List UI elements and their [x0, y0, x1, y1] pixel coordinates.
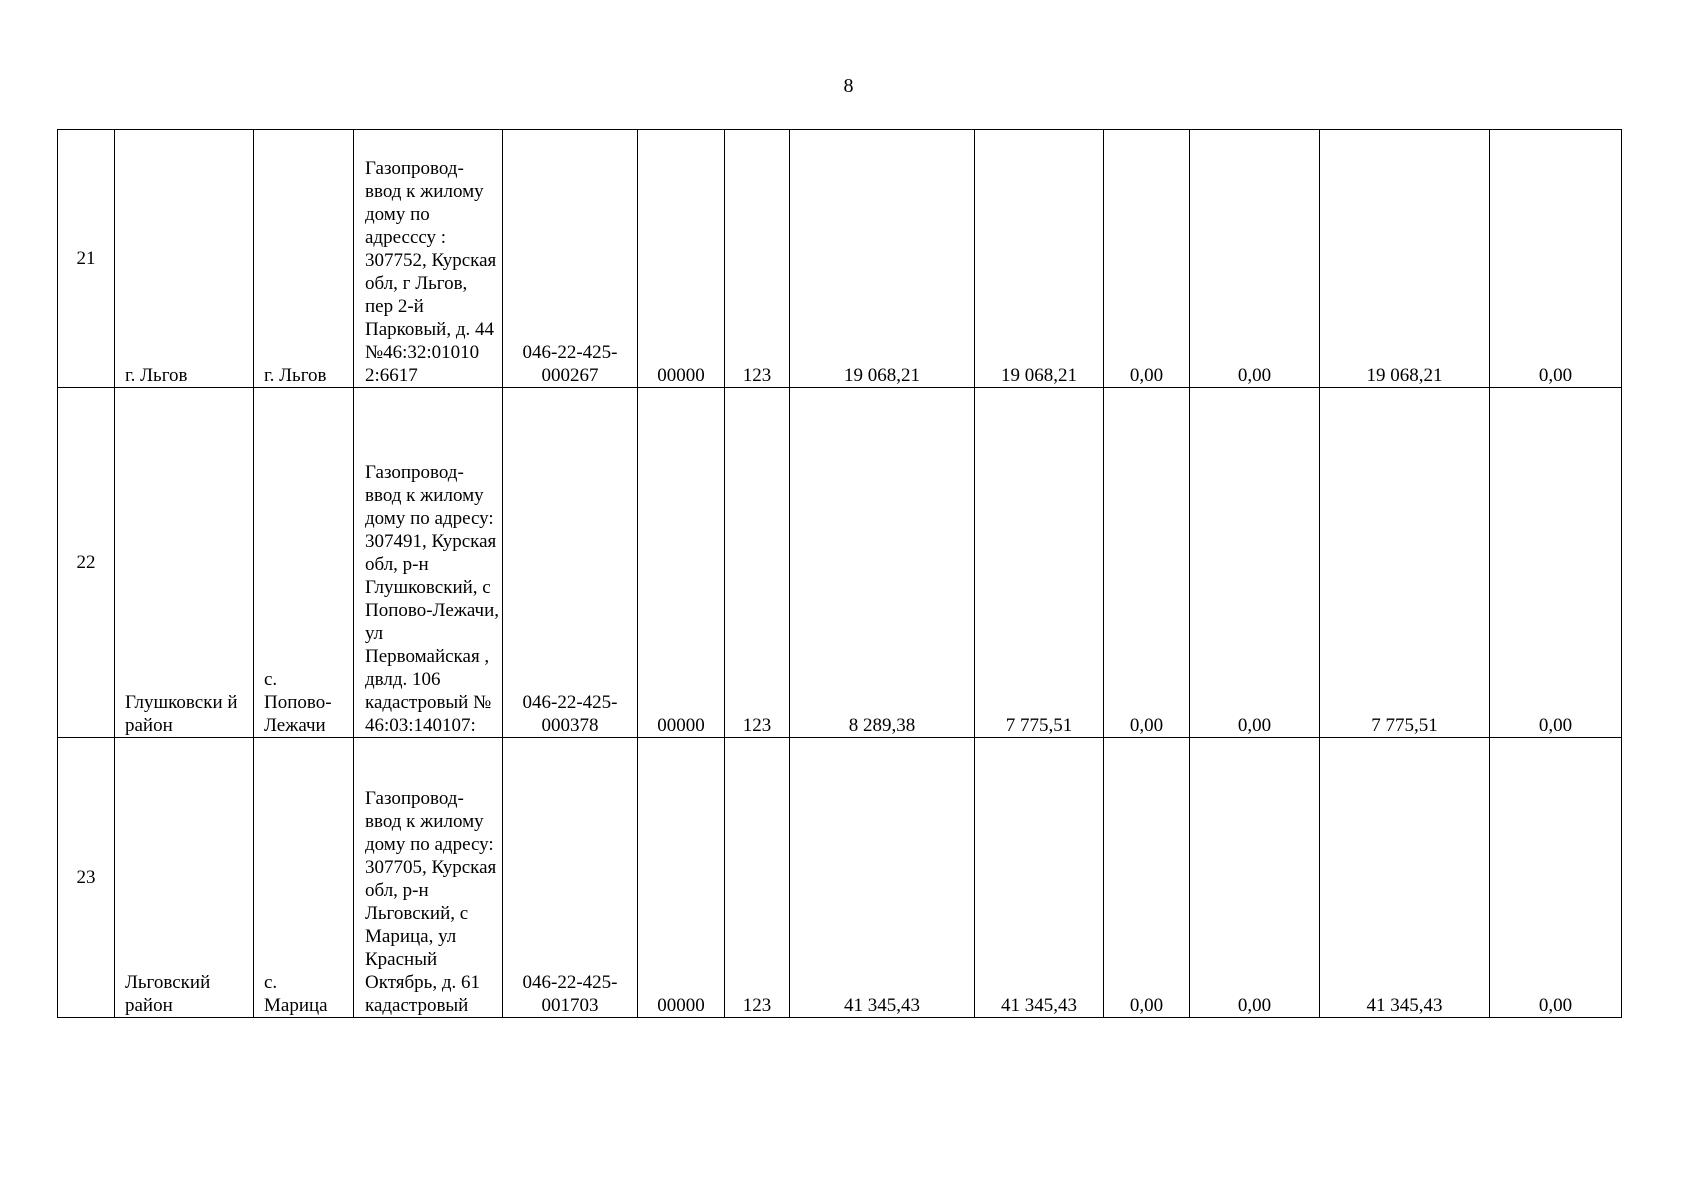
inventory-code-cell: 046-22-425-001703 [503, 738, 638, 1018]
code-cell: 123 [725, 130, 790, 388]
amount-cell: 0,00 [1490, 388, 1622, 738]
object-name-cell: Газопровод-ввод к жилому дому по адресу: 307705, Курская обл, р-н Льговский, с Марица, ул Красный Октябрь, д. 61 кадастровый [354, 738, 503, 1018]
amount-cell: 0,00 [1190, 130, 1320, 388]
amount-cell: 7 775,51 [975, 388, 1104, 738]
amount-cell: 0,00 [1190, 738, 1320, 1018]
code-cell: 123 [725, 388, 790, 738]
row-number: 22 [58, 388, 115, 738]
row-number: 23 [58, 738, 115, 1018]
object-name-cell: Газопровод-ввод к жилому дому по адресу: 307491, Курская обл, р-н Глушковский, с Попово-Лежачи, ул Первомайская , двлд. 106 кадастровый № 46:03:140107: [354, 388, 503, 738]
row-number: 21 [58, 130, 115, 388]
amount-cell: 0,00 [1490, 738, 1622, 1018]
amount-cell: 41 345,43 [1320, 738, 1490, 1018]
amount-cell: 19 068,21 [790, 130, 975, 388]
gas-pipeline-table [57, 129, 1622, 1018]
inventory-code-cell: 046-22-425-000378 [503, 388, 638, 738]
amount-cell: 8 289,38 [790, 388, 975, 738]
settlement-cell: г. Льгов [254, 130, 354, 388]
code-cell: 00000 [638, 130, 725, 388]
district-cell: Льговский район [115, 738, 254, 1018]
inventory-code-cell: 046-22-425-000267 [503, 130, 638, 388]
table-row [58, 388, 1622, 738]
amount-cell: 41 345,43 [975, 738, 1104, 1018]
amount-cell: 0,00 [1190, 388, 1320, 738]
table-row [58, 738, 1622, 1018]
amount-cell: 0,00 [1104, 130, 1190, 388]
settlement-cell: с. Попово-Лежачи [254, 388, 354, 738]
code-cell: 00000 [638, 738, 725, 1018]
amount-cell: 19 068,21 [1320, 130, 1490, 388]
amount-cell: 41 345,43 [790, 738, 975, 1018]
object-name-cell: Газопровод-ввод к жилому дому по адресссу : 307752, Курская обл, г Льгов, пер 2-й Парковый, д. 44 №46:32:01010 2:6617 [354, 130, 503, 388]
code-cell: 123 [725, 738, 790, 1018]
table-row [58, 130, 1622, 388]
amount-cell: 0,00 [1490, 130, 1622, 388]
amount-cell: 0,00 [1104, 738, 1190, 1018]
district-cell: г. Льгов [115, 130, 254, 388]
code-cell: 00000 [638, 388, 725, 738]
district-cell: Глушковски й район [115, 388, 254, 738]
page-number: 8 [843, 75, 854, 97]
amount-cell: 0,00 [1104, 388, 1190, 738]
settlement-cell: с. Марица [254, 738, 354, 1018]
amount-cell: 19 068,21 [975, 130, 1104, 388]
amount-cell: 7 775,51 [1320, 388, 1490, 738]
